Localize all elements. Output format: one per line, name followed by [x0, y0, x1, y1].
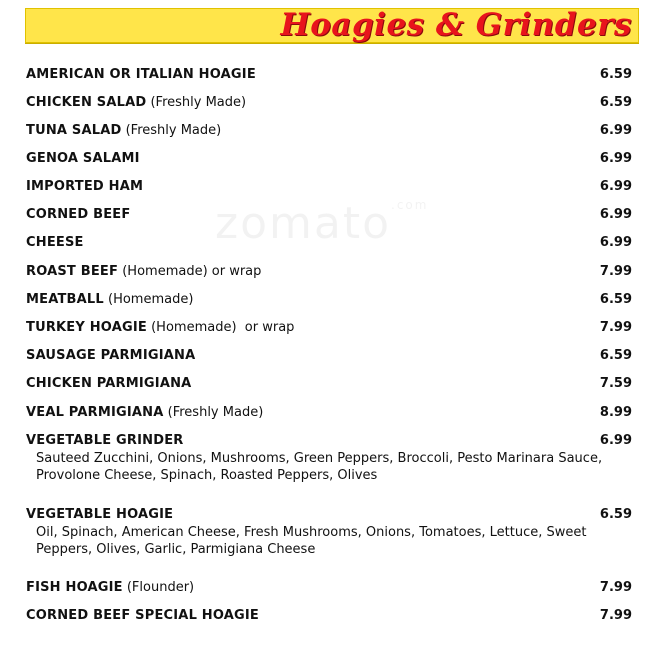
menu-item-row	[26, 320, 632, 336]
menu-item-title	[26, 235, 84, 251]
menu-item-row	[26, 292, 632, 308]
menu-item-title	[26, 348, 195, 364]
menu-item-title	[26, 151, 140, 167]
menu-item-name: AMERICAN OR ITALIAN HOAGIE	[26, 67, 256, 82]
menu-item-name: FISH HOAGIE	[26, 580, 123, 595]
menu-item	[26, 348, 632, 364]
menu-item-price: 6.59	[599, 95, 632, 110]
menu-item-price: 7.99	[599, 580, 632, 595]
menu-item	[26, 95, 632, 111]
menu-item-row	[26, 123, 632, 139]
menu-item	[26, 123, 632, 139]
menu-item	[26, 376, 632, 392]
menu-item-price: 6.99	[599, 123, 632, 138]
menu-item-price: 6.99	[599, 433, 632, 448]
menu-item-row	[26, 348, 632, 364]
menu-item-note: (Freshly Made)	[146, 95, 247, 110]
menu-item-price: 6.59	[599, 67, 632, 82]
menu-item	[26, 608, 632, 624]
menu-item-note: (Flounder)	[122, 580, 195, 595]
menu-item-title	[26, 95, 246, 111]
menu-item-row	[26, 67, 632, 83]
menu-item-row	[26, 151, 632, 167]
menu-item-name: VEGETABLE GRINDER	[26, 433, 184, 448]
menu-item-row	[26, 207, 632, 223]
watermark-suffix: .com	[391, 198, 429, 212]
menu-item	[26, 264, 632, 280]
menu-item-price: 7.59	[599, 376, 632, 391]
menu-item-price: 8.99	[599, 405, 632, 420]
menu-item	[26, 507, 632, 558]
menu-item-name: GENOA SALAMI	[26, 151, 140, 166]
menu-item	[26, 67, 632, 83]
menu-item-row	[26, 235, 632, 251]
menu-item	[26, 320, 632, 336]
menu-item-price: 6.99	[599, 151, 632, 166]
menu-item-row	[26, 95, 632, 111]
menu-item-price: 6.99	[599, 207, 632, 222]
menu-item-description: Oil, Spinach, American Cheese, Fresh Mushrooms, Onions, Tomatoes, Lettuce, Sweet Peppers, Olives, Garlic, Parmigiana Cheese	[36, 525, 587, 557]
menu-item-price: 6.59	[599, 292, 632, 307]
menu-item	[26, 405, 632, 421]
menu-item-title	[26, 320, 294, 336]
menu-item	[26, 235, 632, 251]
menu-item-row	[26, 264, 632, 280]
menu-item-title	[26, 608, 259, 624]
menu-item-name: CHICKEN PARMIGIANA	[26, 376, 192, 391]
menu-item-name: TUNA SALAD	[26, 123, 122, 138]
menu-item-row	[26, 433, 632, 449]
menu-item	[26, 292, 632, 308]
menu-item-price: 6.99	[599, 179, 632, 194]
menu-item-price: 6.59	[599, 507, 632, 522]
menu-item-row	[26, 179, 632, 195]
menu-item-price: 6.59	[599, 348, 632, 363]
menu-item-note: (Freshly Made)	[163, 405, 264, 420]
menu-item-name: MEATBALL	[26, 292, 104, 307]
menu-item-note: (Homemade) or wrap	[146, 320, 295, 335]
menu-item-name: IMPORTED HAM	[26, 179, 144, 194]
menu-item	[26, 151, 632, 167]
menu-item-name: CHICKEN SALAD	[26, 95, 147, 110]
menu-item-row	[26, 580, 632, 596]
menu-item-title	[26, 507, 173, 523]
menu-item-name: VEAL PARMIGIANA	[26, 405, 164, 420]
menu-item-row	[26, 507, 632, 523]
menu-item-price: 7.99	[599, 264, 632, 279]
menu-item-note: (Homemade) or wrap	[118, 264, 262, 279]
menu-item-name: TURKEY HOAGIE	[26, 320, 147, 335]
menu-item	[26, 580, 632, 596]
menu-item-row	[26, 405, 632, 421]
section-banner	[25, 8, 639, 43]
menu-item-title	[26, 292, 193, 308]
menu-item-title	[26, 179, 143, 195]
menu-item-title	[26, 207, 130, 223]
menu-item	[26, 179, 632, 195]
menu-item	[26, 207, 632, 223]
watermark-text: zomato	[215, 198, 392, 249]
menu-item-price: 6.99	[599, 235, 632, 250]
menu-item-title	[26, 433, 184, 449]
menu-item-title	[26, 264, 261, 280]
menu-item-name: SAUSAGE PARMIGIANA	[26, 348, 196, 363]
menu-item-row	[26, 608, 632, 624]
section-title: Hoagies & Grinders	[280, 7, 632, 43]
menu-item-price: 7.99	[599, 320, 632, 335]
menu-item-note: (Freshly Made)	[121, 123, 222, 138]
menu-item-title	[26, 67, 256, 83]
menu-item-name: CHEESE	[26, 235, 84, 250]
menu-item-name: VEGETABLE HOAGIE	[26, 507, 174, 522]
menu-item-title	[26, 580, 194, 596]
menu-item-description: Sauteed Zucchini, Onions, Mushrooms, Green Peppers, Broccoli, Pesto Marinara Sauce, Provolone Cheese, Spinach, Roasted Peppers, Olives	[36, 451, 603, 483]
menu-item-title	[26, 123, 221, 139]
menu-item-title	[26, 405, 263, 421]
menu-item	[26, 433, 632, 484]
menu-item-name: CORNED BEEF	[26, 207, 131, 222]
menu-item-name: CORNED BEEF SPECIAL HOAGIE	[26, 608, 260, 623]
menu-item-title	[26, 376, 191, 392]
menu-item-name: ROAST BEEF	[26, 264, 119, 279]
menu-item-note: (Homemade)	[103, 292, 194, 307]
menu-item-row	[26, 376, 632, 392]
menu-item-price: 7.99	[599, 608, 632, 623]
